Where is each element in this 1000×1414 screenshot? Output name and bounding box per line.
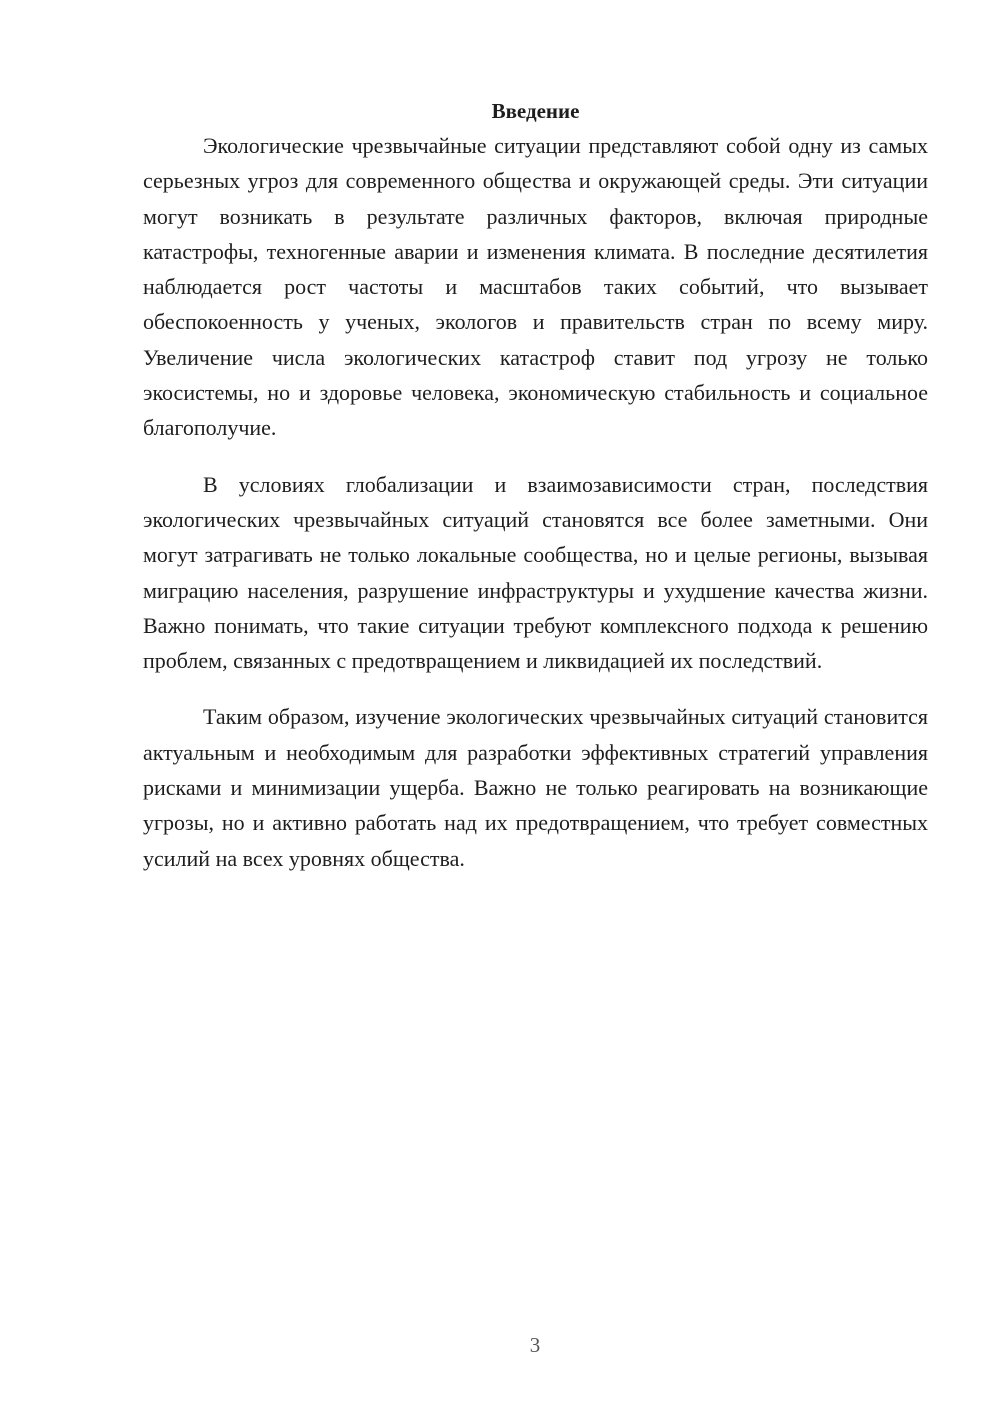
- section-heading: Введение: [491, 99, 580, 123]
- paragraph-1: Экологические чрезвычайные ситуации представляют собой одну из самых серьезных угроз для современного общества и окружающей среды. Эти ситуации могут возникать в результате различных факторов, включая природные катастрофы, техногенные аварии и изменения климата. В последние десятилетия наблюдается рост частоты и масштабов таких событий, что вызывает обеспокоенность у ученых, экологов и правительств стран по всему миру. Увеличение числа экологических катастроф ставит под угрозу не только экосистемы, но и здоровье человека, экономическую стабильность и социальное благополучие.: [143, 133, 928, 441]
- paragraph-2: В условиях глобализации и взаимозависимости стран, последствия экологических чрезвычайных ситуаций становятся все более заметными. Они могут затрагивать не только локальные сообщества, но и целые регионы, вызывая миграцию населения, разрушение инфраструктуры и ухудшение качества жизни. Важно понимать, что такие ситуации требуют комплексного подхода к решению проблем, связанных с предотвращением и ликвидацией их последствий.: [143, 471, 928, 674]
- page-number: 3: [529, 1333, 541, 1357]
- paragraph-3: Таким образом, изучение экологических чрезвычайных ситуаций становится актуальным и необходимым для разработки эффективных стратегий управления рисками и минимизации ущерба. Важно не только реагировать на возникающие угрозы, но и активно работать над их предотвращением, что требует совместных усилий на всех уровнях общества.: [143, 704, 928, 871]
- document-page-body: [143, 94, 928, 876]
